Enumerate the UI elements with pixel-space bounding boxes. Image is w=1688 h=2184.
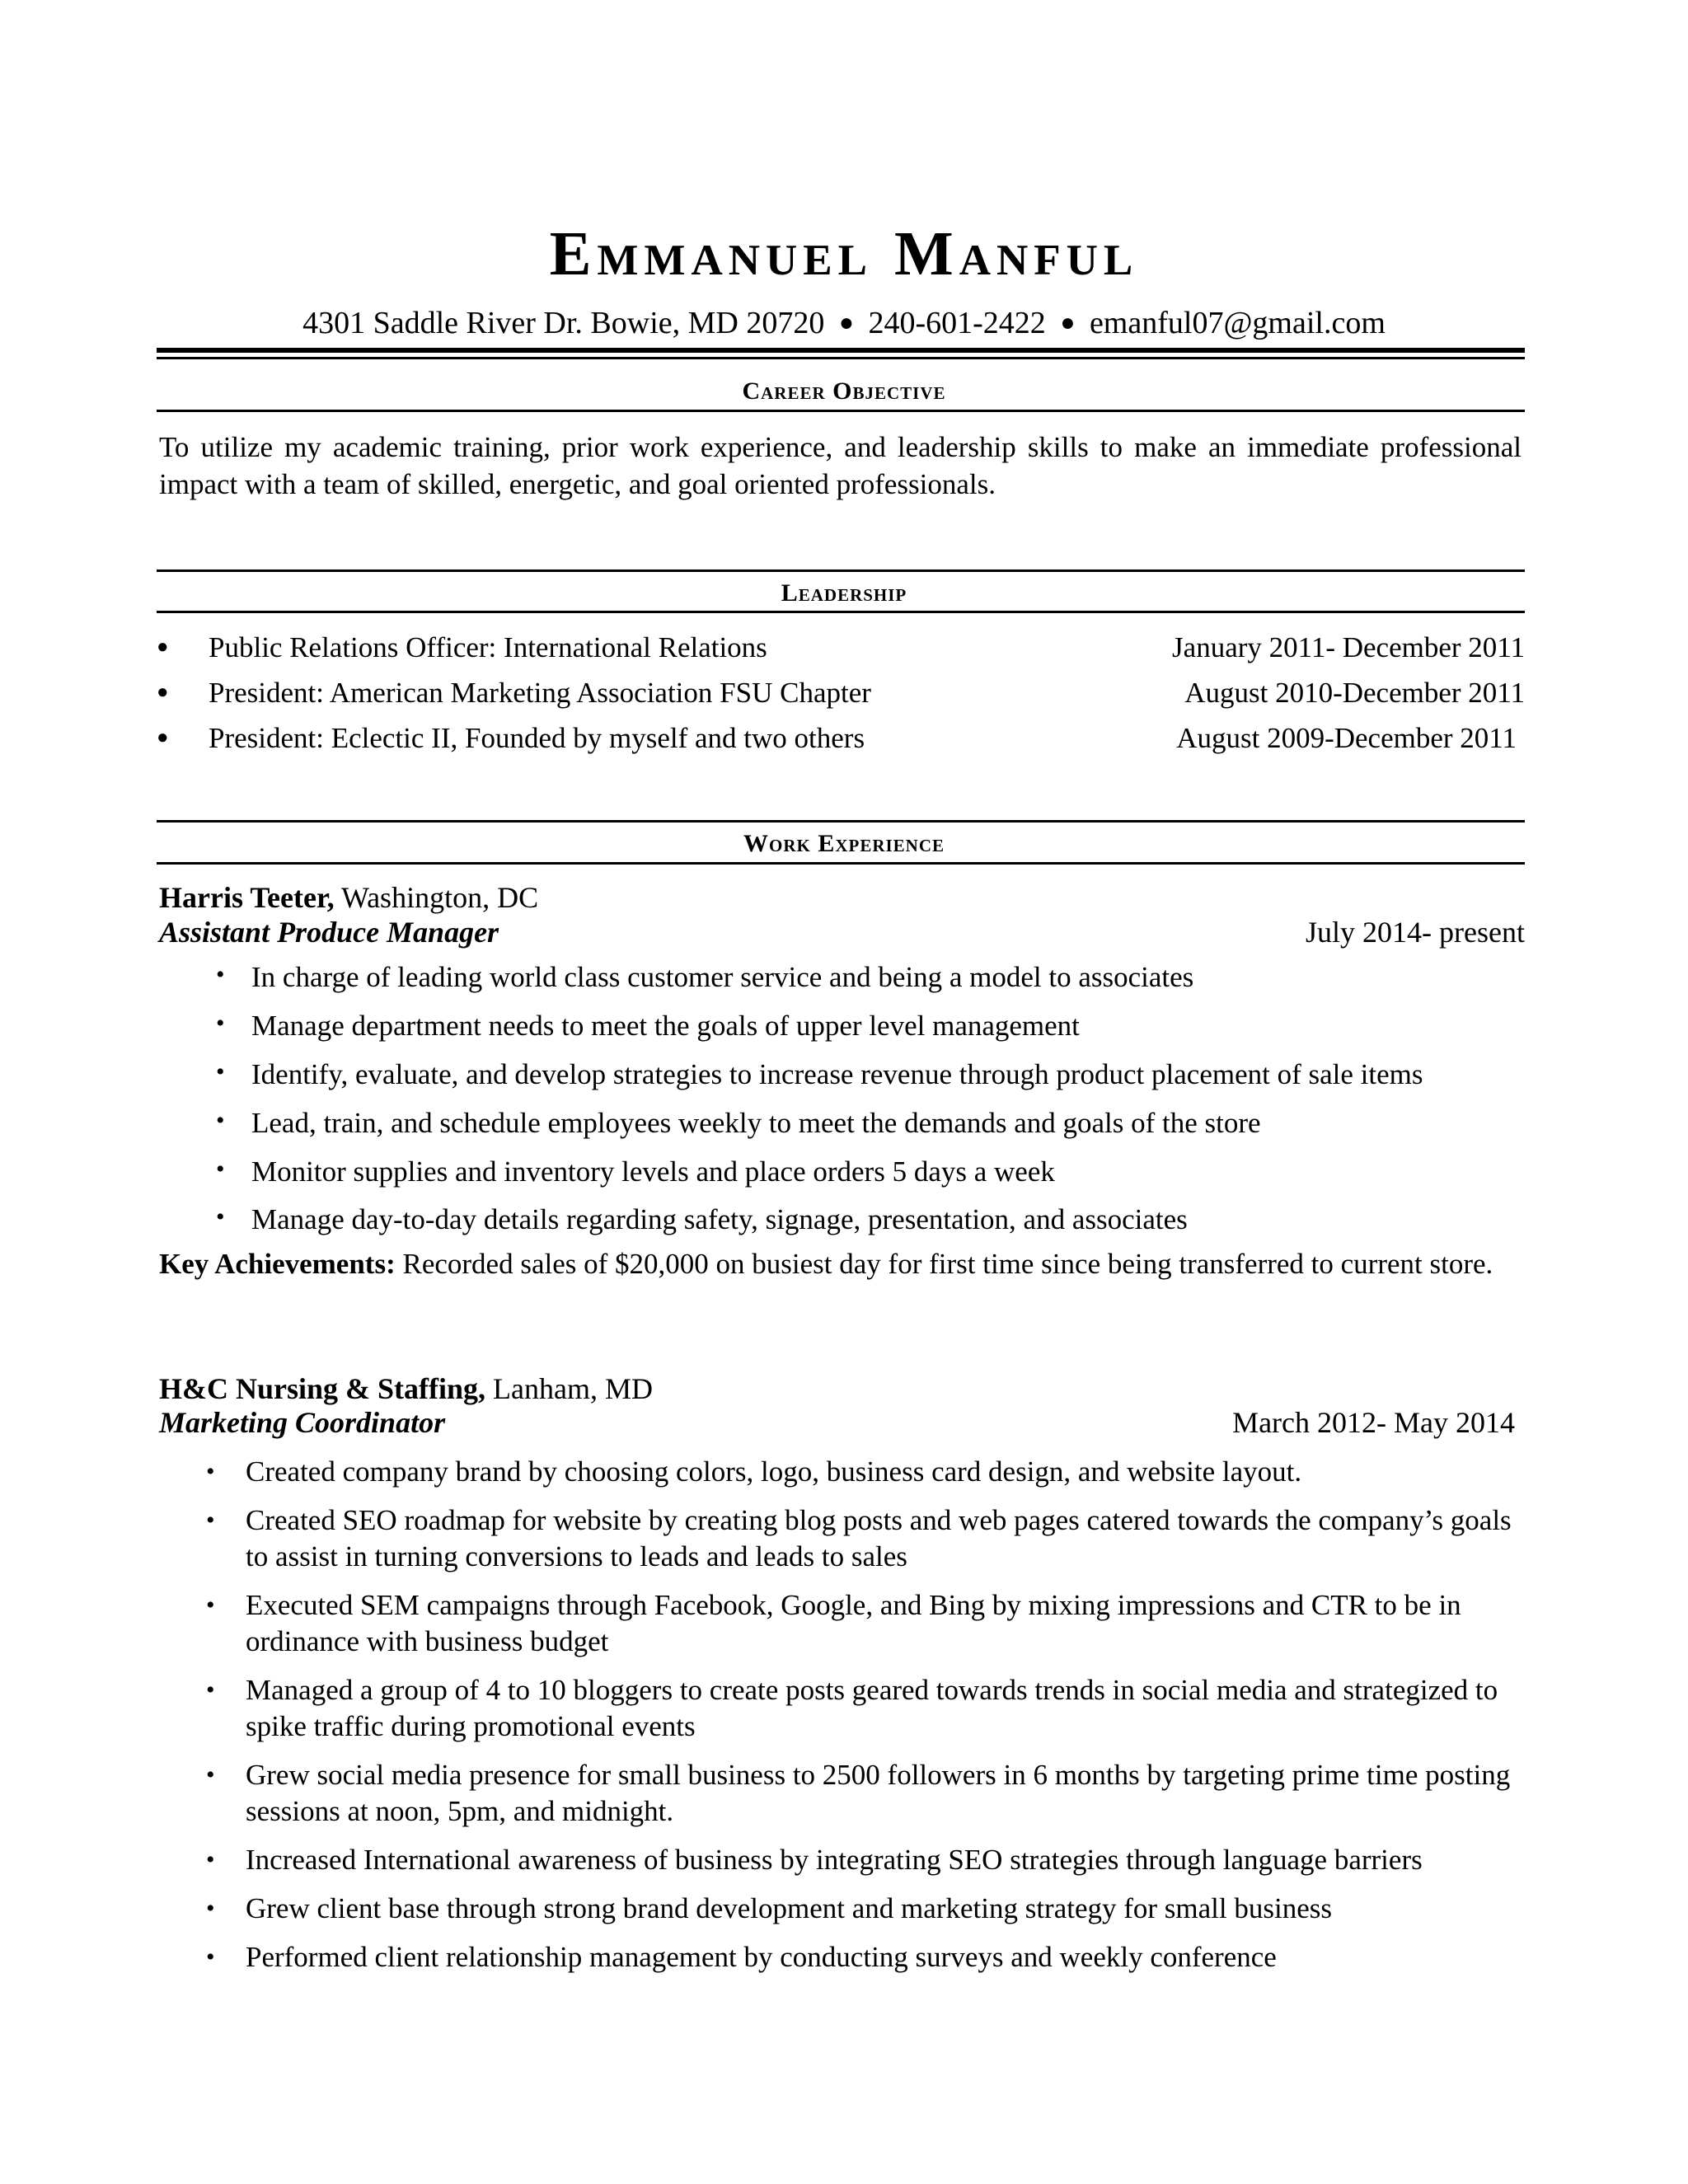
leadership-item	[157, 722, 1525, 763]
bullet-icon: ●	[157, 682, 169, 703]
job-title-row	[159, 1405, 1515, 1440]
section-rule	[157, 611, 1525, 613]
section-rule	[157, 569, 1525, 572]
section-rule	[157, 410, 1525, 412]
contact-line	[0, 307, 1688, 341]
job-dates: March 2012- May 2014	[1232, 1406, 1515, 1439]
leadership-dates: August 2010-December 2011	[1184, 677, 1525, 709]
leadership-dates: August 2009-December 2011	[1176, 722, 1517, 754]
leadership-role: Public Relations Officer: International Relations	[209, 631, 767, 663]
job-role: Marketing Coordinator	[159, 1406, 446, 1439]
list-item: • Executed SEM campaigns through Facebook, Google, and Bing by mixing impressions and CTR to be in ordinance with business budget	[206, 1589, 1461, 1657]
bullet-icon: •	[216, 961, 225, 988]
leadership-item	[157, 631, 1525, 673]
bullet-icon: •	[216, 1058, 225, 1085]
bullet-icon: •	[206, 1591, 215, 1619]
header-rule-thick	[157, 348, 1525, 353]
list-item: • Grew social media presence for small business to 2500 followers in 6 months by targeting prime time posting sessions at noon, 5pm, and midnight.	[206, 1759, 1511, 1827]
leadership-role: President: American Marketing Association FSU Chapter	[209, 677, 871, 709]
section-title-work-experience: Work Experience	[743, 830, 945, 857]
phone: 240-601-2422	[868, 306, 1046, 340]
address: 4301 Saddle River Dr. Bowie, MD 20720	[302, 306, 825, 340]
job-company-line	[159, 880, 538, 915]
leadership-role: President: Eclectic II, Founded by myself and two others	[209, 722, 865, 754]
job-location: Lanham, MD	[493, 1372, 653, 1405]
list-item: • Performed client relationship management by conducting surveys and weekly conference	[206, 1939, 1525, 1975]
bullet-icon: ●	[157, 636, 169, 658]
list-item: • Managed a group of 4 to 10 bloggers to create posts geared towards trends in social media and strategized to spike traffic during promotional events	[206, 1674, 1498, 1742]
list-item: • Manage day-to-day details regarding safety, signage, presentation, and associates	[216, 1203, 1188, 1235]
separator-dot-icon: ●	[1060, 309, 1076, 336]
bullet-icon: •	[216, 1155, 225, 1183]
job-company-line	[159, 1371, 653, 1406]
key-achievements-text: Recorded sales of $20,000 on busiest day for first time since being transferred to current store.	[402, 1248, 1493, 1280]
job-bullets	[206, 961, 1525, 1246]
section-title-career-objective: Career Objective	[742, 377, 946, 405]
job-company: Harris Teeter,	[159, 881, 335, 914]
list-item: • Created company brand by choosing colors, logo, business card design, and website layout.	[206, 1454, 1525, 1490]
list-item: • Lead, train, and schedule employees weekly to meet the demands and goals of the store	[216, 1107, 1261, 1139]
list-item: • In charge of leading world class customer service and being a model to associates	[216, 961, 1194, 993]
list-item: • Manage department needs to meet the goals of upper level management	[216, 1010, 1080, 1042]
leadership-dates: January 2011- December 2011	[1172, 631, 1525, 663]
list-item: • Monitor supplies and inventory levels and place orders 5 days a week	[216, 1155, 1055, 1188]
bullet-icon: •	[206, 1458, 215, 1485]
bullet-icon: •	[206, 1507, 215, 1534]
leadership-item	[157, 677, 1525, 718]
job-role: Assistant Produce Manager	[159, 916, 499, 949]
list-item: • Identify, evaluate, and develop strategies to increase revenue through product placement of sale items	[216, 1058, 1423, 1090]
email: emanful07@gmail.com	[1089, 306, 1386, 340]
applicant-name: Emmanuel Manful	[549, 219, 1139, 288]
job-bullets	[206, 1454, 1525, 1988]
list-item: • Grew client base through strong brand development and marketing strategy for small business	[206, 1891, 1525, 1927]
section-rule	[157, 820, 1525, 823]
career-objective-text: To utilize my academic training, prior work experience, and leadership skills to make an immediate professional impact with a team of skilled, energetic, and goal oriented professionals.	[159, 431, 1522, 500]
job-title-row	[159, 915, 1525, 949]
separator-dot-icon: ●	[838, 309, 854, 336]
section-title-leadership: Leadership	[781, 579, 907, 607]
header-rule-thin	[157, 357, 1525, 359]
job-location: Washington, DC	[340, 881, 539, 914]
list-item: • Increased International awareness of business by integrating SEO strategies through language barriers	[206, 1842, 1525, 1878]
bullet-icon: •	[216, 1010, 225, 1037]
job-dates: July 2014- present	[1306, 916, 1525, 949]
bullet-icon: ●	[157, 727, 169, 748]
section-rule	[157, 862, 1525, 865]
list-item: • Created SEO roadmap for website by creating blog posts and web pages catered towards the company’s goals to assist in turning conversions to leads and leads to sales	[206, 1504, 1512, 1572]
key-achievements-label: Key Achievements:	[159, 1248, 396, 1280]
bullet-icon: •	[206, 1676, 215, 1704]
bullet-icon: •	[206, 1846, 215, 1873]
job-company: H&C Nursing & Staffing,	[159, 1372, 486, 1405]
bullet-icon: •	[206, 1895, 215, 1922]
bullet-icon: •	[216, 1107, 225, 1134]
bullet-icon: •	[206, 1761, 215, 1788]
key-achievements	[159, 1245, 1525, 1283]
bullet-icon: •	[206, 1943, 215, 1971]
bullet-icon: •	[216, 1203, 225, 1230]
